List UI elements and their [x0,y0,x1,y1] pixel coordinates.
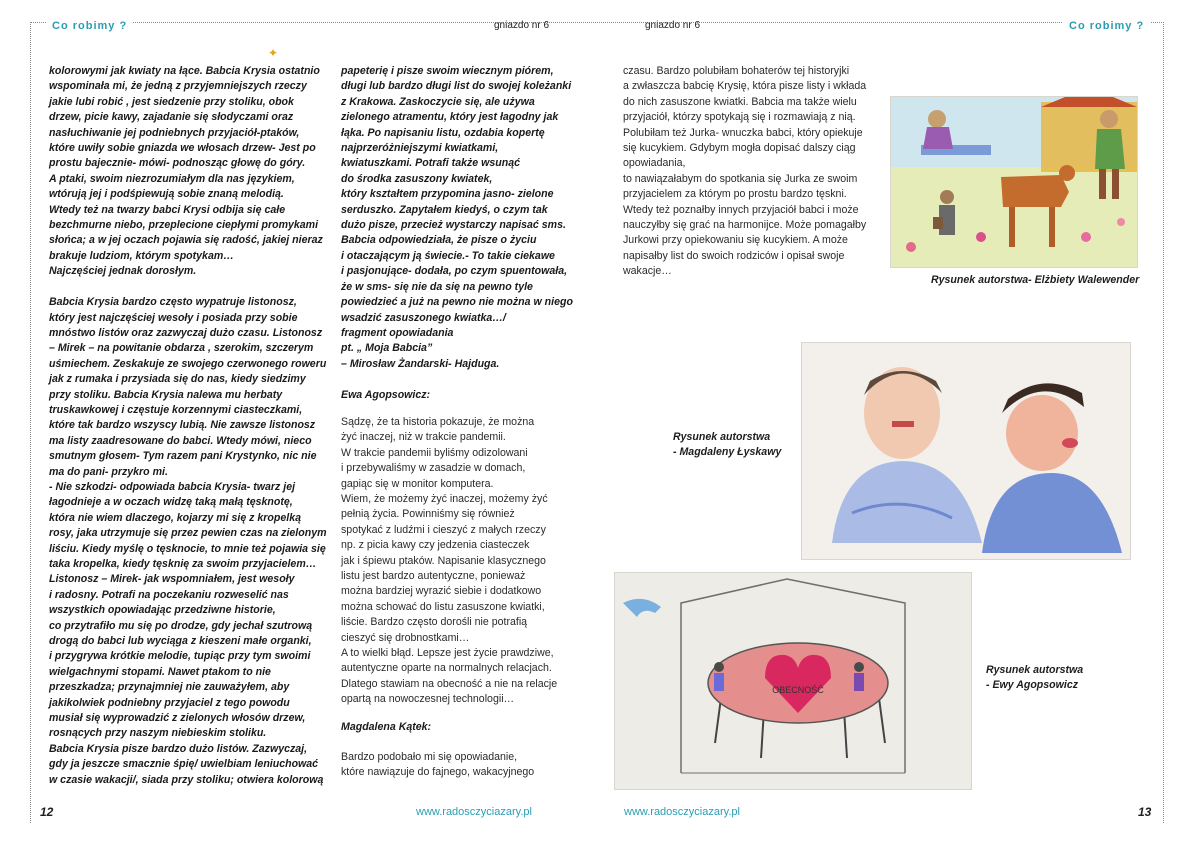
reader-comment-magdalena: Bardzo podobało mi się opowiadanie, które nawiązuje do fajnego, wakacyjnego [341,751,535,779]
section-title-left: Co robimy ? [46,20,133,32]
page-number-left: 12 [40,805,54,819]
reader-comment-continuation: czasu. Bardzo polubiłam bohaterów tej historyjki a zwłaszcza babcię Krysię, która pisze listy i wkłada do nich zasuszone kwiatki. Babcia ma także wielu przyjaciół, którzy spotykają się i rozmawiają z nią. Polubiłam też Jurka- wnuczka babci, który opiekuje się kucykiem. Gdybym mogła dopisać dalszy ciąg opowiadania, to nawiązałabym do spotkania się Jurka ze swoim przyjacielem za którym po prostu bardzo tęskni. Wtedy też poznałby innych przyjaciół babci i może nauczyłby się grać na harmonijce. Może pomagałby Jurkowi przy opiekowaniu się kucykiem. A może napisałby list do swoich rodziców i opisał swoje wakacje… [623,65,867,278]
section-title-right: Co robimy ? [1063,20,1150,32]
comment-author-magdalena: Magdalena Kątek: [341,720,432,733]
issue-label-left: gniazdo nr 6 [494,20,550,31]
drawing-lyskawa [801,342,1131,560]
drawing-heart-label: OBECNOŚĆ [772,685,824,695]
drawing-agopsowicz [614,572,972,790]
story-column-2 [341,64,581,781]
story-column-1: kolorowymi jak kwiaty na łące. Babcia Krysia ostatnio wspominała mi, że jedną z przyjemniejszych rzeczy jakie lubi robić , jest siedzenie przy stoliku, obok drzew, picie kawy, zajadanie się słodyczami oraz nasłuchiwanie jej podniebnych przyjaciół-ptaków, które uwiły sobie gniazda we włosach drzew- Jest po prostu bajecznie- mówi- podnosząc głowę do góry. A ptaki, swoim niezrozumiałym dla nas językiem, wtórują jej i podśpiewują sobie znaną melodią. Wtedy też na twarzy babci Krysi odbija się całe bezchmurne niebo, przeplecione ciepłymi promykami słońca; a w jej oczach pojawia się radość, jakiej nieraz brakuje ludziom, którym spotykam… Najczęściej jednak dorosłym. Babcia Krysia bardzo często wypatruje listonosz, który jest najczęściej wesoły i posiada przy sobie mnóstwo listów oraz zazwyczaj dużo czasu. Listonosz – Mirek – na powitanie obdarza , szerokim, szczerym uśmiechem. Zeskakuje ze swojego czerwonego roweru jak z rumaka i przysiada się do nas, kiedy siedzimy przy stoliku. Babcia Krysia nalewa mu herbaty truskawkowej i częstuje korzennymi ciasteczkami, które tak bardzo wszyscy lubią. Nie zawsze listonosz ma listy zaadresowane do babci. Wtedy mówi, nieco smutnym głosem- Tym razem pani Krystynko, nic nie ma do pani- przykro mi. - Nie szkodzi- odpowiada babcia Krysia- twarz jej łagodnieje a w oczach widzę taką małą tęsknotę, która nie wiem dlaczego, kojarzy mi się z kropelką rosy, jaka utrzymuje się przez pewien czas na zielonym liściu. Kiedy myślę o tęsknocie, to mnie też pojawia się taka kropelka, kiedy tęsknię za swoim przyjacielem… Listonosz – Mirek- jak wspomniałem, jest wesoły i radosny. Potrafi na poczekaniu rozweselić nas wszystkich opowiadając przedziwne historie, co przytrafiło mu się po drodze, gdy jechał szutrową drogą do babci lub wyciąga z kieszeni małe organki, i przygrywa krótkie melodie, tupiąc przy tym swoimi wielgachnymi stopami. Nawet ptakom to nie przeszkadza; przynajmniej nie zauważyłem, aby jakikolwiek podniebny przyjaciel z tego powodu musiał się wyprowadzić z zielonych włosów drzew, rosnących przy naszym niebieskim stoliku. Babcia Krysia pisze bardzo dużo listów. Zazwyczaj, gdy ja jeszcze smacznie śpię/ uwielbiam leniuchować w czasie wakacji/, siada przy stoliku; otwiera kolorową [49,65,327,786]
caption-drawing-3: Rysunek autorstwa - Ewy Agopsowicz [986,664,1084,691]
page-number-right: 13 [1138,805,1152,819]
caption-drawing-1: Rysunek autorstwa- Elżbiety Walewender [931,274,1140,286]
reader-comment-ewa: Sądzę, że ta historia pokazuje, że można żyć inaczej, niż w trakcie pandemii. W trakcie pandemii byliśmy odizolowani i przebywaliśmy w zasadzie w domach, gapiąc się w monitor komputera. Wiem, że możemy żyć inaczej, możemy żyć pełnią życia. Powinniśmy się również spotykać z ludźmi i cieszyć z małych rzeczy np. z picia kawy czy jedzenia ciasteczek jak i śpiewu ptaków. Napisanie klasycznego listu jest bardzo autentyczne, ponieważ można bardziej wyrazić siebie i dodatkowo można schować do listu zasuszone kwiatki, liście. Bardzo często dorośli nie potrafią cieszyć się drobnostkami… A to wielki błąd. Lepsze jest życie prawdziwe, autentyczne oparte na normalnych relacjach. Dlatego stawiam na obecność a nie na relacje opartą na nowoczesnej technologii… [341,415,558,706]
issue-label-right: gniazdo nr 6 [645,20,701,31]
star-icon: ✦ [268,46,279,60]
story-continuation: papeterię i pisze swoim wiecznym piórem, długi lub bardzo długi list do swojej koleżanki z Krakowa. Zaskoczycie się, ale używa zielonego atramentu, który jest łagodny jak łąka. Po napisaniu listu, ozdabia kopertę najprzeróżniejszymi kwiatkami, kwiatuszkami. Potrafi także wsunąć do środka zasuszony kwiatek, który kształtem przypomina jasno- zielone serduszko. Zapytałem kiedyś, o czym tak dużo pisze, przecież wystarczy napisać sms. Babcia odpowiedziała, że pisze o życiu i otaczającym ją świecie.- To takie ciekawe i pasjonujące- dodała, po czym spuentowała, że w sms- się nie da się na pewno tyle powiedzieć a już na pewno nie można w niego wsadzić zasuszonego kwiatka…/ fragment opowiadania pt. „ Moja Babcia” – Mirosław Żandarski- Hajduga. Ewa Agopsowicz: [341,65,573,401]
footer-url-right[interactable]: www.radosczyciazary.pl [624,806,740,818]
footer-url-left[interactable]: www.radosczyciazary.pl [416,806,532,818]
drawing-walewender [890,96,1138,268]
caption-drawing-2: Rysunek autorstwa - Magdaleny Łyskawy [673,431,782,458]
